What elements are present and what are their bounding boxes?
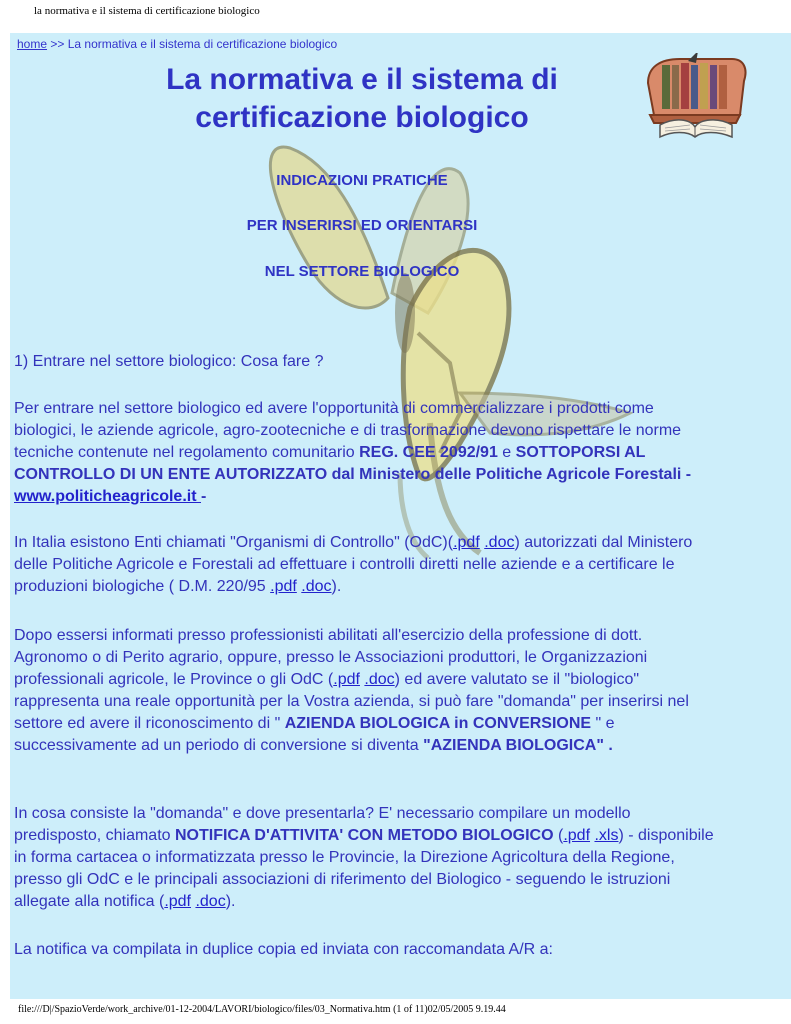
p4-text-1: In cosa consiste la "domanda" e dove presentarla? E' necessario compilare un modello predisposto, chiamato [14, 805, 631, 844]
notifica-pdf-link[interactable]: .pdf [563, 827, 591, 844]
subtitle-1: INDICAZIONI PRATICHE [276, 172, 448, 189]
odc-doc-link[interactable]: .doc [484, 534, 515, 551]
p2-text-2: ) autorizzati dal Ministero delle Politiche Agricole e Forestali ad effettuare i controlli diretti nelle aziende e a certificare le produzioni biologiche ( D.M. 220/95 [14, 534, 693, 595]
breadcrumb [17, 37, 337, 51]
breadcrumb-home-link[interactable]: home [17, 37, 48, 51]
p4-text-2: ( [553, 827, 564, 844]
istruzioni-doc-link[interactable]: .doc [195, 893, 226, 910]
breadcrumb-current: La normativa e il sistema di certificazione biologico [67, 37, 338, 51]
p4-text-3: ) - disponibile in forma cartacea o informatizzata presso le Provincie, la Direzione Agricoltura della Regione, presso gli OdC e le principali associazioni di riferimento del Biologico - seguendo le istruzioni allegate alla notifica ( [14, 827, 714, 910]
section-1-heading: 1) Entrare nel settore biologico: Cosa fare ? [14, 353, 324, 370]
page-title [12, 61, 712, 137]
p4-bold-notifica: NOTIFICA D'ATTIVITA' CON METODO BIOLOGICO [174, 827, 554, 844]
subtitle-2: PER INSERIRSI ED ORIENTARSI [246, 217, 478, 234]
p3-bold-conversione: AZIENDA BIOLOGICA in CONVERSIONE [284, 715, 592, 732]
subtitle-3: NEL SETTORE BIOLOGICO [264, 263, 460, 280]
istruzioni-pdf-link[interactable]: .pdf [164, 893, 191, 910]
p1-text-3: - [201, 488, 207, 505]
p3-odc-doc-link[interactable]: .doc [364, 671, 395, 688]
p3-text-2: ) ed avere valutato se il "biologico" rappresenta una reale opportunità per la Vostra azienda, si può fare "domanda" per inserirsi nel settore ed avere il riconoscimento di " [14, 671, 689, 732]
breadcrumb-separator: >> [47, 37, 68, 51]
p3-bold-azienda: "AZIENDA BIOLOGICA" . [423, 737, 613, 754]
page-body [10, 33, 791, 999]
p1-bold-control: SOTTOPORSI AL CONTROLLO DI UN ENTE AUTORIZZATO dal Ministero delle Politiche Agricole Forestali - [14, 444, 692, 483]
p1-text-1: Per entrare nel settore biologico ed avere l'opportunità di commercializzare i prodotti come biologici, le aziende agricole, agro-zootecniche e di trasformazione devono rispettare le norme tecniche contenute nel regolamento comunitario [14, 400, 682, 461]
paragraph-5: La notifica va compilata in duplice copia ed inviata con raccomandata A/R a: [14, 941, 553, 958]
paragraph-3 [14, 625, 714, 757]
p3-odc-pdf-link[interactable]: .pdf [333, 671, 360, 688]
p2-text-3: ). [331, 578, 342, 595]
paragraph-2 [14, 532, 714, 598]
p2-text-1: In Italia esistono Enti chiamati "Organismi di Controllo" (OdC)( [14, 534, 454, 551]
print-header: la normativa e il sistema di certificazione biologico [34, 5, 260, 17]
p1-text-2: e [497, 444, 516, 461]
notifica-xls-link[interactable]: .xls [594, 827, 619, 844]
paragraph-4 [14, 803, 714, 913]
print-footer: file:///D|/SpazioVerde/work_archive/01-12-2004/LAVORI/biologico/files/03_Normativa.htm (1 of 11)02/05/2005 9.19.44 [18, 1004, 506, 1015]
politicheagricole-link[interactable]: www.politicheagricole.it [14, 488, 201, 505]
p3-text-1: Dopo essersi informati presso professionisti abilitati all'esercizio della professione di dott. Agronomo o di Perito agrario, oppure, presso le Associazioni produttori, le Organizzazioni professionali agricole, le Province o gli OdC ( [14, 627, 648, 688]
p1-bold-reg: REG. CEE 2092/91 [359, 444, 498, 461]
paragraph-1 [14, 398, 714, 508]
page-title-line1: La normativa e il sistema di [166, 63, 558, 96]
page-title-line2: certificazione biologico [195, 101, 529, 134]
odc-pdf-link[interactable]: .pdf [453, 534, 480, 551]
dm-doc-link[interactable]: .doc [301, 578, 332, 595]
p4-text-4: ). [225, 893, 236, 910]
dm-pdf-link[interactable]: .pdf [270, 578, 297, 595]
books-library-icon [640, 53, 750, 141]
p3-text-3: " e successivamente ad un periodo di conversione si diventa [14, 715, 615, 754]
